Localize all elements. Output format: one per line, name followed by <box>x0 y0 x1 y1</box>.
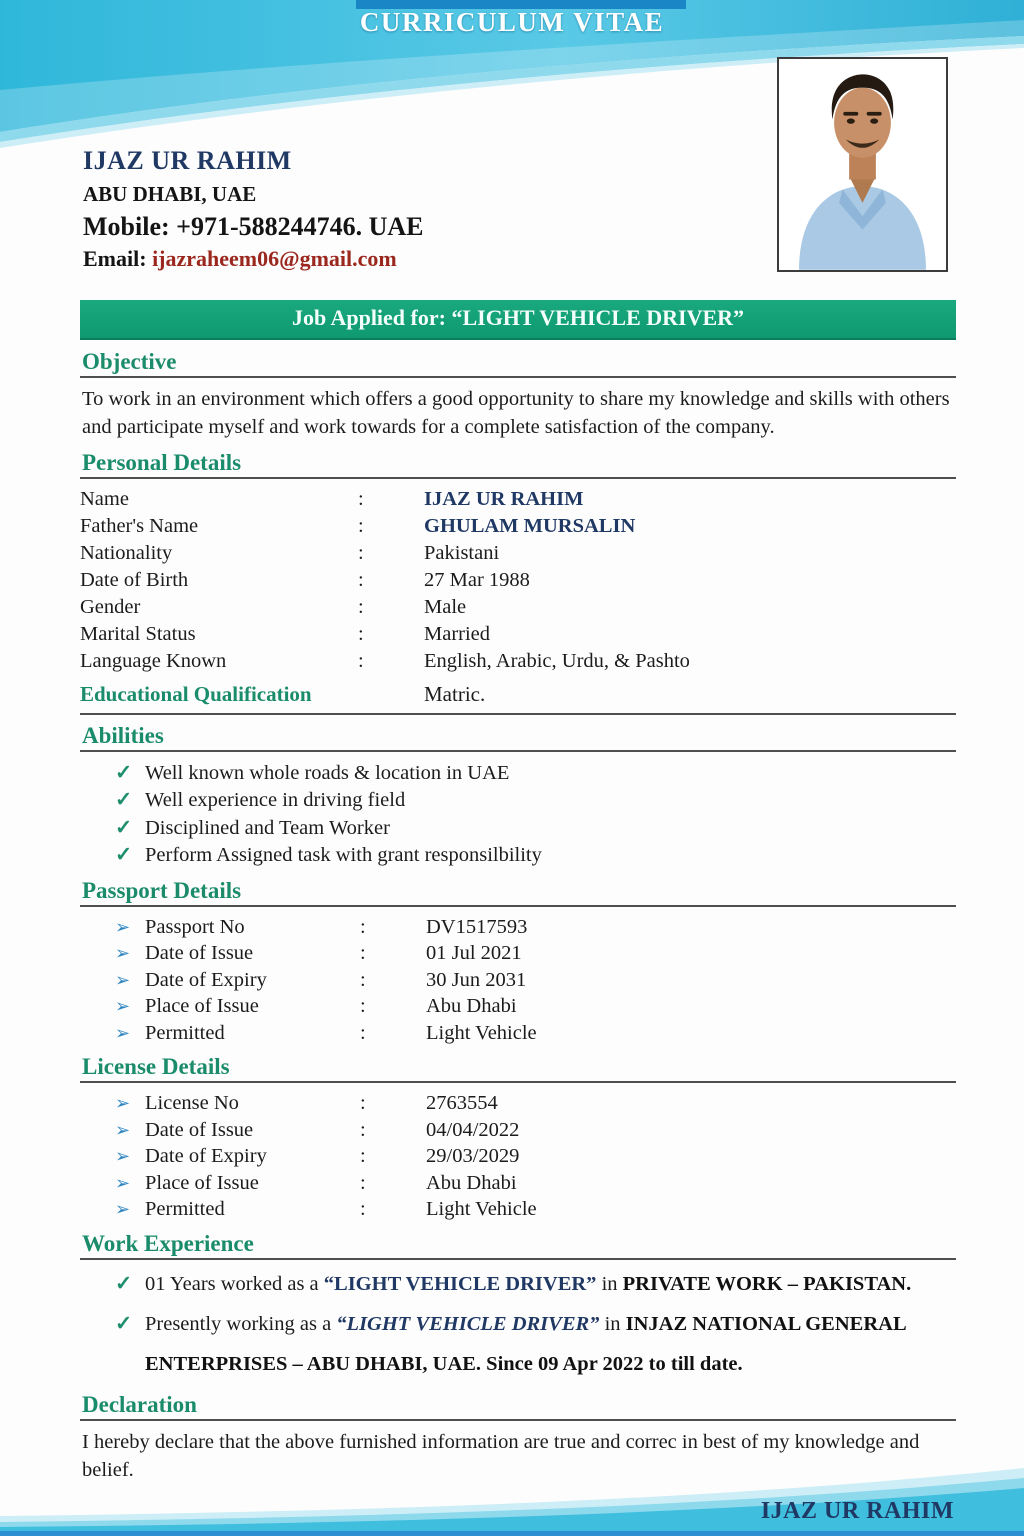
row-value: IJAZ UR RAHIM <box>424 487 584 510</box>
check-icon: ✓ <box>115 844 133 867</box>
work-text-prefix: 01 Years worked as a <box>145 1272 324 1295</box>
row-label: Passport No <box>145 915 245 938</box>
profile-photo-illustration <box>779 59 946 270</box>
row-label: Date of Issue <box>145 1118 254 1141</box>
section-objective-header <box>80 349 956 378</box>
row-value: Pakistani <box>424 541 500 564</box>
ability-item <box>80 760 956 788</box>
row-label: License No <box>145 1092 239 1115</box>
ability-text: Disciplined and Team Worker <box>145 816 390 839</box>
colon: : <box>358 595 364 618</box>
personal-row-name <box>80 486 956 513</box>
row-value: Abu Dhabi <box>426 1171 517 1194</box>
row-label: Gender <box>80 595 141 618</box>
row-label: Date of Birth <box>80 568 189 591</box>
work-item <box>80 1264 956 1304</box>
section-declaration-header <box>80 1392 956 1421</box>
work-experience-list <box>80 1264 956 1384</box>
colon: : <box>360 1118 366 1141</box>
section-passport-header <box>80 878 956 907</box>
passport-details-table <box>80 914 956 1047</box>
passport-row-expiry <box>80 967 956 994</box>
arrow-bullet-icon: ➢ <box>115 1119 131 1140</box>
colon: : <box>360 1145 366 1168</box>
personal-row-nationality <box>80 540 956 567</box>
ability-item <box>80 787 956 815</box>
candidate-name: IJAZ UR RAHIM <box>83 146 292 175</box>
colon: : <box>360 915 366 938</box>
license-row-permitted <box>80 1196 956 1223</box>
ability-text: Perform Assigned task with grant responsilbility <box>145 844 542 867</box>
license-row-issue <box>80 1117 956 1144</box>
profile-photo <box>777 57 948 272</box>
arrow-bullet-icon: ➢ <box>115 1093 131 1114</box>
colon: : <box>358 487 364 510</box>
candidate-location: ABU DHABI, UAE <box>83 182 257 206</box>
row-label: Name <box>80 487 129 510</box>
work-text-prefix: Presently working as a <box>145 1312 337 1335</box>
ability-text: Well experience in driving field <box>145 789 406 812</box>
contact-block <box>83 146 424 272</box>
work-text-mid: in <box>596 1272 623 1295</box>
work-text-employer: INJAZ NATIONAL GENERAL ENTERPRISES – ABU DHABI, UAE. Since 09 Apr 2022 to till date. <box>145 1312 906 1375</box>
row-value: 29/03/2029 <box>426 1145 520 1168</box>
page-title: CURRICULUM VITAE <box>359 7 665 37</box>
license-heading: License Details <box>82 1054 230 1080</box>
arrow-bullet-icon: ➢ <box>115 996 131 1017</box>
personal-row-marital <box>80 621 956 648</box>
row-label: Marital Status <box>80 622 196 645</box>
work-text-employer: PRIVATE WORK – PAKISTAN. <box>622 1272 912 1295</box>
arrow-bullet-icon: ➢ <box>115 1146 131 1167</box>
personal-heading: Personal Details <box>82 449 242 475</box>
arrow-bullet-icon: ➢ <box>115 1199 131 1220</box>
colon: : <box>360 1092 366 1115</box>
email-address: ijazraheem06@gmail.com <box>152 246 397 271</box>
declaration-heading: Declaration <box>82 1391 197 1417</box>
row-label: Date of Expiry <box>145 968 267 991</box>
email-label: Email: <box>83 246 147 271</box>
abilities-heading: Abilities <box>82 722 164 748</box>
education-value: Matric. <box>424 681 486 706</box>
mobile-label: Mobile: <box>83 212 170 241</box>
personal-row-father <box>80 513 956 540</box>
license-row-place <box>80 1170 956 1197</box>
personal-row-gender <box>80 594 956 621</box>
row-value: 30 Jun 2031 <box>426 968 527 991</box>
row-value: English, Arabic, Urdu, & Pashto <box>424 649 690 672</box>
row-value: 04/04/2022 <box>426 1118 520 1141</box>
cv-body <box>80 300 956 1525</box>
colon: : <box>358 514 364 537</box>
arrow-bullet-icon: ➢ <box>115 943 131 964</box>
license-details-table <box>80 1090 956 1223</box>
work-text-role: “LIGHT VEHICLE DRIVER” <box>323 1272 597 1295</box>
arrow-bullet-icon: ➢ <box>115 1172 131 1193</box>
license-row-number <box>80 1090 956 1117</box>
arrow-bullet-icon: ➢ <box>115 969 131 990</box>
declaration-text: I hereby declare that the above furnished information are true and correc in best of my knowledge and belief. <box>82 1430 920 1481</box>
row-value: 01 Jul 2021 <box>426 942 522 965</box>
section-license-header <box>80 1054 956 1083</box>
row-label: Language Known <box>80 649 227 672</box>
row-label: Father's Name <box>80 514 199 537</box>
colon: : <box>360 942 366 965</box>
work-item <box>80 1304 956 1384</box>
personal-details-table <box>80 486 956 675</box>
row-value: Abu Dhabi <box>426 995 517 1018</box>
row-label: Date of Expiry <box>145 1145 267 1168</box>
work-text-mid: in <box>599 1312 626 1335</box>
row-label: Permitted <box>145 1198 225 1221</box>
abilities-list <box>80 760 956 870</box>
passport-row-permitted <box>80 1020 956 1047</box>
row-value: 27 Mar 1988 <box>424 568 530 591</box>
check-icon: ✓ <box>115 816 133 839</box>
section-work-header <box>80 1231 956 1260</box>
personal-row-language <box>80 648 956 675</box>
check-icon: ✓ <box>115 789 133 812</box>
ability-item <box>80 842 956 870</box>
education-label: Educational Qualification <box>80 681 312 706</box>
row-label: Place of Issue <box>145 1171 259 1194</box>
row-label: Permitted <box>145 1021 225 1044</box>
objective-heading: Objective <box>82 349 177 374</box>
colon: : <box>358 649 364 672</box>
arrow-bullet-icon: ➢ <box>115 1022 131 1043</box>
ability-item <box>80 815 956 843</box>
row-value: Male <box>424 595 467 618</box>
colon: : <box>360 995 366 1018</box>
passport-row-number <box>80 914 956 941</box>
candidate-mobile <box>83 212 424 242</box>
row-value: Married <box>424 622 491 645</box>
passport-row-place <box>80 993 956 1020</box>
license-row-expiry <box>80 1143 956 1170</box>
candidate-email <box>83 246 424 272</box>
row-label: Date of Issue <box>145 942 254 965</box>
work-text-role: “LIGHT VEHICLE DRIVER” <box>336 1312 600 1335</box>
check-icon: ✓ <box>115 761 133 784</box>
colon: : <box>358 622 364 645</box>
colon: : <box>360 968 366 991</box>
row-value: Light Vehicle <box>426 1021 537 1044</box>
row-value: Light Vehicle <box>426 1198 537 1221</box>
colon: : <box>358 541 364 564</box>
work-heading: Work Experience <box>82 1230 254 1256</box>
row-value: DV1517593 <box>426 915 528 938</box>
colon: : <box>358 568 364 591</box>
passport-row-issue <box>80 940 956 967</box>
job-applied-banner: Job Applied for: “LIGHT VEHICLE DRIVER” <box>80 300 956 340</box>
check-icon: ✓ <box>115 1272 133 1295</box>
row-label: Nationality <box>80 541 173 564</box>
work-item-text <box>145 1304 956 1384</box>
work-item-text <box>145 1264 956 1304</box>
colon: : <box>360 1171 366 1194</box>
mobile-number: +971-588244746. UAE <box>176 212 424 241</box>
section-abilities-header <box>80 723 956 752</box>
arrow-bullet-icon: ➢ <box>115 916 131 937</box>
colon: : <box>360 1198 366 1221</box>
check-icon: ✓ <box>115 1312 133 1335</box>
colon: : <box>360 1021 366 1044</box>
passport-heading: Passport Details <box>82 877 242 903</box>
section-personal-header <box>80 450 956 479</box>
personal-row-dob <box>80 567 956 594</box>
row-label: Place of Issue <box>145 995 259 1018</box>
row-value: 2763554 <box>426 1092 498 1115</box>
signature-name: IJAZ UR RAHIM <box>760 1498 954 1525</box>
education-row <box>80 679 956 715</box>
row-value: GHULAM MURSALIN <box>424 514 636 537</box>
objective-text: To work in an environment which offers a good opportunity to share my knowledge and skills with others and participate myself and work towards for a complete satisfaction of the company. <box>82 388 950 439</box>
ability-text: Well known whole roads & location in UAE <box>145 761 510 784</box>
